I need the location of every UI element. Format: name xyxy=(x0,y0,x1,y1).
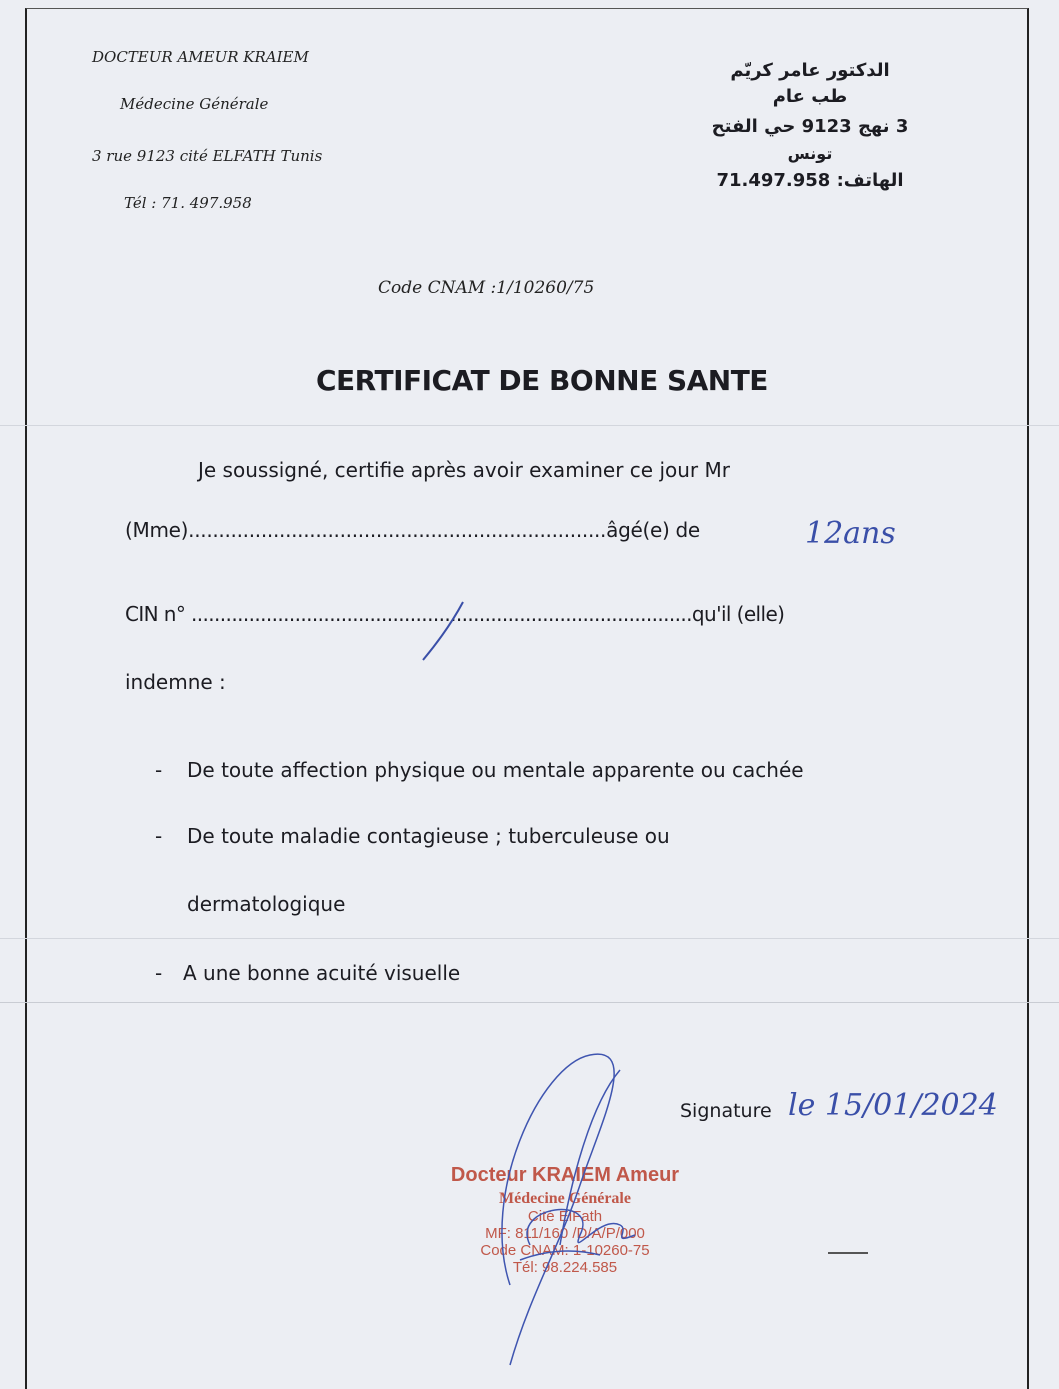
signature-label: Signature xyxy=(680,1100,772,1122)
stamp-specialty: Médecine Générale xyxy=(499,1190,631,1207)
doctor-city-arabic: تونس xyxy=(787,144,833,163)
stamp-name: Docteur KRAIEM Ameur xyxy=(450,1164,680,1186)
indemne-label: indemne : xyxy=(125,670,226,694)
list-item: De toute affection physique ou mentale apparente ou cachée xyxy=(187,758,804,782)
doctor-phone: Tél : 71. 497.958 xyxy=(124,194,252,212)
fold-line xyxy=(0,1002,1059,1003)
list-dash: - xyxy=(155,961,163,985)
pen-mark xyxy=(828,1252,868,1254)
certificate-title: CERTIFICAT DE BONNE SANTE xyxy=(316,364,768,397)
list-dash: - xyxy=(155,824,163,848)
doctor-name: DOCTEUR AMEUR KRAIEM xyxy=(92,48,309,66)
age-handwritten: 12ans xyxy=(805,516,896,551)
pen-stroke xyxy=(418,600,468,662)
doctor-phone-arabic: الهاتف: 71.497.958 xyxy=(716,170,904,191)
fold-line xyxy=(0,425,1059,426)
doctor-specialty: Médecine Générale xyxy=(120,95,269,113)
list-item: A une bonne acuité visuelle xyxy=(183,961,461,985)
list-dash: - xyxy=(155,758,163,782)
cin-line: CIN n° .......................................................................................qu'il (elle) xyxy=(125,602,785,626)
fold-line xyxy=(0,938,1059,939)
doctor-name-arabic: الدكتور عامر كريّم xyxy=(730,60,890,81)
name-line: (Mme).....................................................................âgé(e) de xyxy=(125,518,700,542)
list-item-continuation: dermatologique xyxy=(187,892,346,916)
intro-text: Je soussigné, certifie après avoir examiner ce jour Mr xyxy=(198,458,730,482)
signature-date-handwritten: le 15/01/2024 xyxy=(788,1088,998,1123)
stamp-address: Cité ElFath xyxy=(527,1208,603,1225)
handwritten-signature xyxy=(470,1045,670,1375)
doctor-address: 3 rue 9123 cité ELFATH Tunis xyxy=(92,147,323,165)
stamp-cnam: Code CNAM: 1-10260-75 xyxy=(480,1242,650,1259)
code-cnam: Code CNAM :1/10260/75 xyxy=(378,278,595,298)
stamp-phone: Tél: 98.224.585 xyxy=(512,1259,618,1276)
stamp-mf: MF: 811/160 /D/A/P/000 xyxy=(485,1225,645,1242)
list-item: De toute maladie contagieuse ; tuberculeuse ou xyxy=(187,824,670,848)
doctor-specialty-arabic: طب عام xyxy=(772,86,848,107)
doctor-address-arabic: 3 نهج 9123 حي الفتح xyxy=(711,116,909,137)
